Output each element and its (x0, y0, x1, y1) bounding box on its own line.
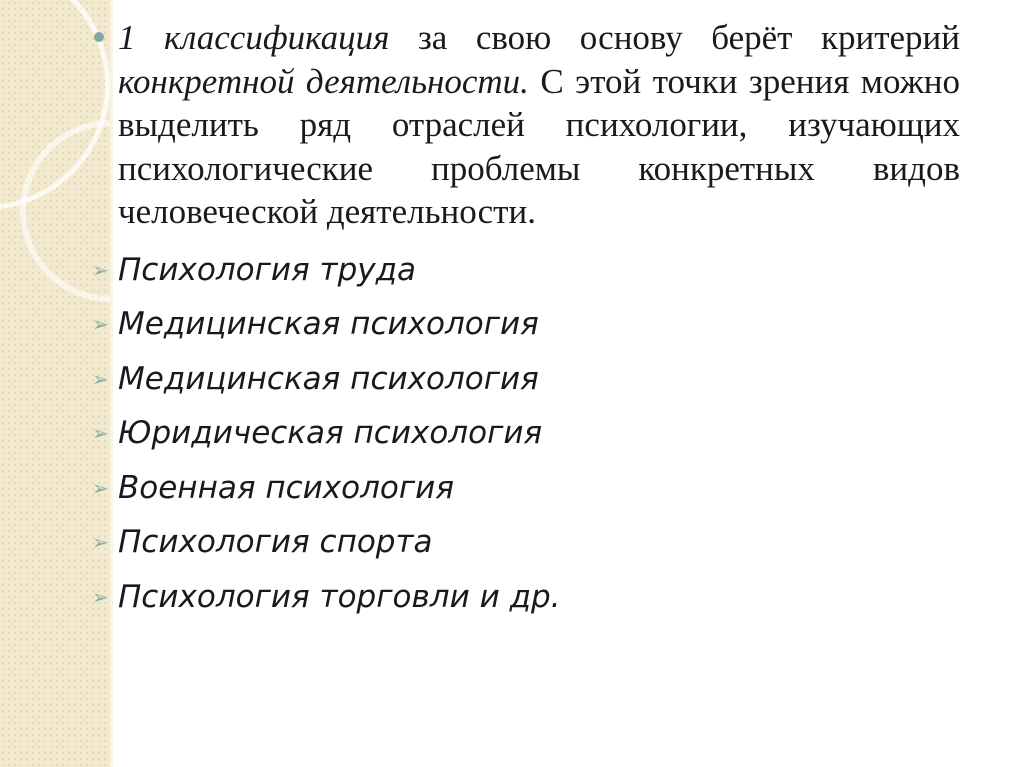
classification-title: 1 классификация (118, 18, 390, 57)
arrow-bullet-icon: ➢ (92, 475, 109, 500)
arrow-bullet-icon: ➢ (92, 530, 109, 554)
intro-emphasis: конкретной деятельности. (118, 61, 529, 101)
arrow-bullet-icon: ➢ (92, 257, 109, 282)
list-item (88, 570, 960, 625)
branch-label: Медицинская психология (118, 360, 539, 397)
list-item (88, 243, 960, 298)
arrow-bullet-icon: ➢ (92, 584, 109, 609)
branch-label: Психология спорта (118, 524, 433, 560)
branch-label: Юридическая психология (118, 415, 543, 451)
psychology-branches-list (88, 243, 960, 625)
list-item (88, 461, 960, 516)
slide-content (88, 16, 960, 624)
list-item (88, 515, 960, 570)
list-item (88, 297, 960, 352)
arrow-bullet-icon: ➢ (92, 421, 109, 445)
branch-label: Медицинская психология (118, 306, 539, 342)
round-bullet-icon (94, 32, 104, 42)
list-item (88, 352, 960, 407)
intro-text-2: С этой точки зрения можно выделить ряд отраслей психологии, изучающих психологические проблемы конкретных видов человеческой деятельности. (118, 61, 960, 231)
branch-label: Психология труда (118, 251, 417, 288)
branch-label: Военная психология (118, 469, 454, 506)
arrow-bullet-icon: ➢ (92, 366, 109, 391)
intro-paragraph (88, 16, 960, 234)
list-item (88, 406, 960, 461)
intro-text-1: за свою основу берёт критерий (389, 18, 960, 57)
arrow-bullet-icon: ➢ (92, 312, 109, 336)
branch-label: Психология торговли и др. (118, 578, 561, 615)
